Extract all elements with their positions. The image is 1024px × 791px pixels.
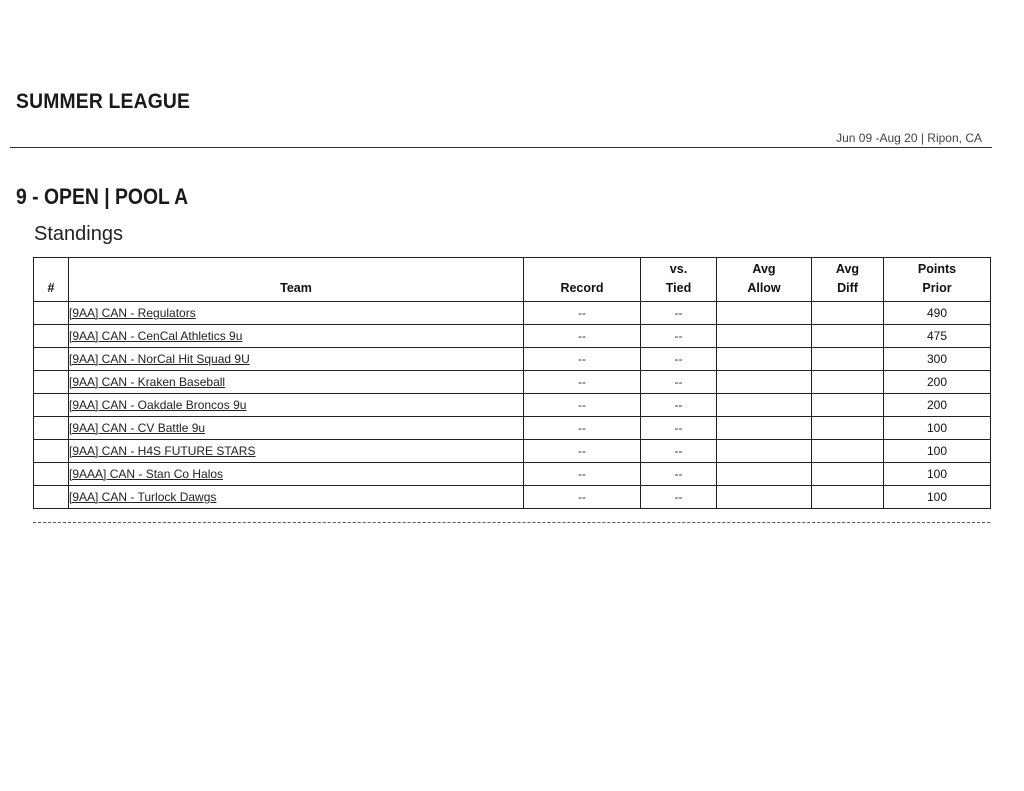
rank-cell <box>34 302 69 325</box>
table-row <box>34 302 991 325</box>
avg-diff-cell <box>812 417 884 440</box>
col-header-record: Record <box>524 258 641 302</box>
team-cell <box>69 348 524 371</box>
vs-tied-cell: -- <box>641 394 717 417</box>
team-cell <box>69 371 524 394</box>
rank-cell <box>34 348 69 371</box>
event-title: SUMMER LEAGUE <box>16 90 191 113</box>
division-title: 9 - OPEN | POOL A <box>16 184 189 209</box>
vs-tied-cell: -- <box>641 325 717 348</box>
col-header-points-prior: Points Prior <box>884 258 991 302</box>
avg-diff-cell <box>812 302 884 325</box>
rank-cell <box>34 417 69 440</box>
team-link[interactable]: [9AA] CAN - Oakdale Broncos 9u <box>69 398 247 412</box>
team-link[interactable]: [9AAA] CAN - Stan Co Halos <box>69 467 224 481</box>
table-row <box>34 417 991 440</box>
team-cell <box>69 325 524 348</box>
record-cell: -- <box>524 325 641 348</box>
rank-cell <box>34 394 69 417</box>
avg-allow-cell <box>717 463 812 486</box>
avg-diff-cell <box>812 348 884 371</box>
points-prior-cell: 200 <box>884 394 991 417</box>
team-link[interactable]: [9AA] CAN - NorCal Hit Squad 9U <box>69 352 250 366</box>
table-row <box>34 440 991 463</box>
points-prior-cell: 300 <box>884 348 991 371</box>
team-link[interactable]: [9AA] CAN - CenCal Athletics 9u <box>69 329 243 343</box>
table-header-row <box>34 258 991 302</box>
team-link[interactable]: [9AA] CAN - CV Battle 9u <box>69 421 206 435</box>
record-cell: -- <box>524 486 641 509</box>
vs-tied-cell: -- <box>641 440 717 463</box>
avg-allow-cell <box>717 417 812 440</box>
event-dates-location: Jun 09 -Aug 20 | Ripon, CA <box>836 131 982 145</box>
vs-tied-cell: -- <box>641 302 717 325</box>
avg-allow-cell <box>717 486 812 509</box>
vs-tied-cell: -- <box>641 348 717 371</box>
avg-allow-cell <box>717 440 812 463</box>
avg-allow-cell <box>717 325 812 348</box>
record-cell: -- <box>524 417 641 440</box>
table-row <box>34 463 991 486</box>
avg-allow-cell <box>717 371 812 394</box>
avg-allow-cell <box>717 302 812 325</box>
points-prior-cell: 200 <box>884 371 991 394</box>
points-prior-cell: 100 <box>884 440 991 463</box>
section-title: Standings <box>34 223 123 245</box>
avg-diff-cell <box>812 371 884 394</box>
points-prior-cell: 100 <box>884 417 991 440</box>
rank-cell <box>34 440 69 463</box>
footer-divider <box>33 522 990 523</box>
header-divider <box>10 147 992 148</box>
avg-allow-cell <box>717 348 812 371</box>
record-cell: -- <box>524 302 641 325</box>
table-row <box>34 394 991 417</box>
vs-tied-cell: -- <box>641 371 717 394</box>
vs-tied-cell: -- <box>641 463 717 486</box>
table-row <box>34 348 991 371</box>
vs-tied-cell: -- <box>641 417 717 440</box>
team-cell <box>69 394 524 417</box>
col-header-rank: # <box>34 258 69 302</box>
rank-cell <box>34 371 69 394</box>
points-prior-cell: 475 <box>884 325 991 348</box>
team-link[interactable]: [9AA] CAN - H4S FUTURE STARS <box>69 444 256 458</box>
team-cell <box>69 417 524 440</box>
record-cell: -- <box>524 348 641 371</box>
record-cell: -- <box>524 394 641 417</box>
table-row <box>34 486 991 509</box>
rank-cell <box>34 325 69 348</box>
avg-diff-cell <box>812 325 884 348</box>
team-link[interactable]: [9AA] CAN - Turlock Dawgs <box>69 490 217 504</box>
col-header-team: Team <box>69 258 524 302</box>
avg-diff-cell <box>812 463 884 486</box>
team-cell <box>69 302 524 325</box>
avg-diff-cell <box>812 486 884 509</box>
team-cell <box>69 486 524 509</box>
points-prior-cell: 100 <box>884 463 991 486</box>
table-row <box>34 371 991 394</box>
points-prior-cell: 100 <box>884 486 991 509</box>
rank-cell <box>34 463 69 486</box>
avg-allow-cell <box>717 394 812 417</box>
record-cell: -- <box>524 463 641 486</box>
vs-tied-cell: -- <box>641 486 717 509</box>
rank-cell <box>34 486 69 509</box>
avg-diff-cell <box>812 394 884 417</box>
standings-table <box>33 257 991 509</box>
table-row <box>34 325 991 348</box>
team-cell <box>69 463 524 486</box>
points-prior-cell: 490 <box>884 302 991 325</box>
avg-diff-cell <box>812 440 884 463</box>
team-cell <box>69 440 524 463</box>
record-cell: -- <box>524 371 641 394</box>
col-header-avg-diff: Avg Diff <box>812 258 884 302</box>
record-cell: -- <box>524 440 641 463</box>
col-header-avg-allow: Avg Allow <box>717 258 812 302</box>
col-header-vs-tied: vs. Tied <box>641 258 717 302</box>
team-link[interactable]: [9AA] CAN - Kraken Baseball <box>69 375 226 389</box>
team-link[interactable]: [9AA] CAN - Regulators <box>69 306 196 320</box>
